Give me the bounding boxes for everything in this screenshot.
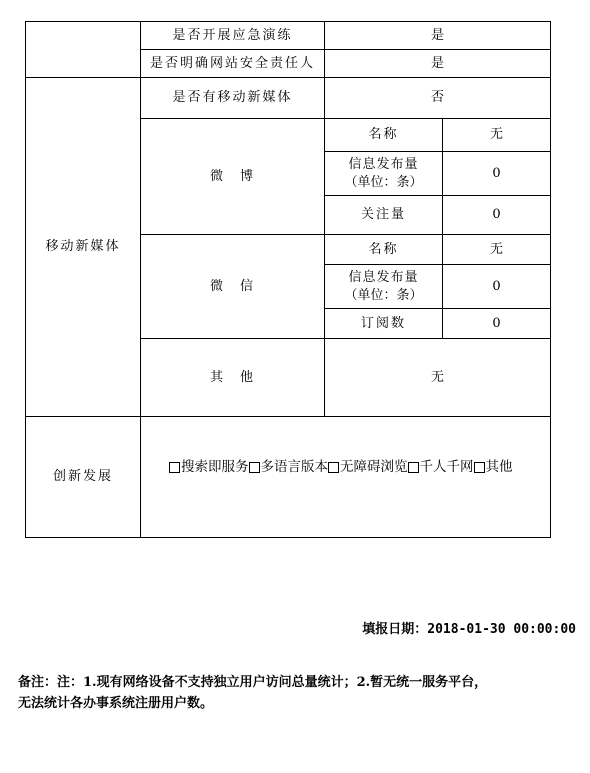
- weixin-subs-label: 订阅数: [360, 315, 406, 331]
- option-other[interactable]: [474, 458, 513, 476]
- weixin-subs-value: 0: [492, 315, 501, 331]
- footer-note-line1: 备注：注：1.现有网络设备不支持独立用户访问总量统计；2.暂无统一服务平台，: [18, 675, 488, 690]
- option-accessible-browsing[interactable]: [328, 458, 408, 476]
- emergency-drill-value: 是: [430, 27, 444, 43]
- weixin-name-value: 无: [489, 241, 503, 257]
- emergency-drill-label: 是否开展应急演练: [172, 27, 293, 43]
- footer-note: [18, 672, 558, 714]
- checkbox-icon[interactable]: [328, 462, 339, 473]
- has-mobile-media-label: 是否有移动新媒体: [172, 90, 293, 105]
- mobile-media-section-title: 移动新媒体: [45, 239, 121, 254]
- weixin-label: 微 信: [209, 278, 255, 294]
- weibo-follow-value: 0: [492, 207, 501, 222]
- weixin-posts-value: 0: [492, 278, 501, 294]
- checkbox-icon[interactable]: [169, 462, 180, 473]
- option-personalized-site[interactable]: [408, 458, 474, 476]
- other-media-label: 其 他: [209, 369, 255, 385]
- weixin-name-label: 名称: [368, 241, 399, 257]
- option-label: 多语言版本: [260, 459, 328, 475]
- checkbox-icon[interactable]: [408, 462, 419, 473]
- option-label: 搜索即服务: [181, 459, 249, 475]
- weixin-posts-label-line1: 信息发布量: [348, 269, 419, 285]
- weibo-follow-label: 关注量: [360, 207, 406, 222]
- checkbox-icon[interactable]: [249, 462, 260, 473]
- security-officer-value: 是: [430, 55, 444, 71]
- option-label: 其他: [485, 459, 513, 475]
- security-officer-label: 是否明确网站安全责任人: [149, 55, 315, 71]
- weibo-name-value: 无: [489, 127, 503, 142]
- option-label: 无障碍浏览: [340, 459, 408, 475]
- weibo-posts-label-line2: （单位：条）: [344, 174, 423, 190]
- weibo-name-label: 名称: [368, 127, 399, 142]
- weixin-posts-label: [325, 265, 442, 308]
- weibo-posts-value: 0: [492, 165, 501, 181]
- weixin-posts-label-line2: （单位：条）: [344, 287, 423, 303]
- option-label: 千人千网: [419, 459, 474, 475]
- other-media-value: 无: [430, 369, 444, 385]
- report-date: 填报日期：2018-01-30 00:00:00: [362, 622, 576, 637]
- innovation-section-title: 创新发展: [52, 469, 113, 484]
- checkbox-icon[interactable]: [474, 462, 485, 473]
- option-search-service[interactable]: [169, 458, 249, 476]
- innovation-options: [141, 417, 550, 517]
- has-mobile-media-value: 否: [430, 90, 444, 105]
- weibo-posts-label-line1: 信息发布量: [348, 156, 419, 172]
- weibo-label: 微 博: [209, 168, 255, 184]
- footer-note-line2: 无法统计各办事系统注册用户数。: [18, 696, 214, 711]
- weibo-posts-label: [325, 152, 442, 195]
- option-multilingual[interactable]: [249, 458, 329, 476]
